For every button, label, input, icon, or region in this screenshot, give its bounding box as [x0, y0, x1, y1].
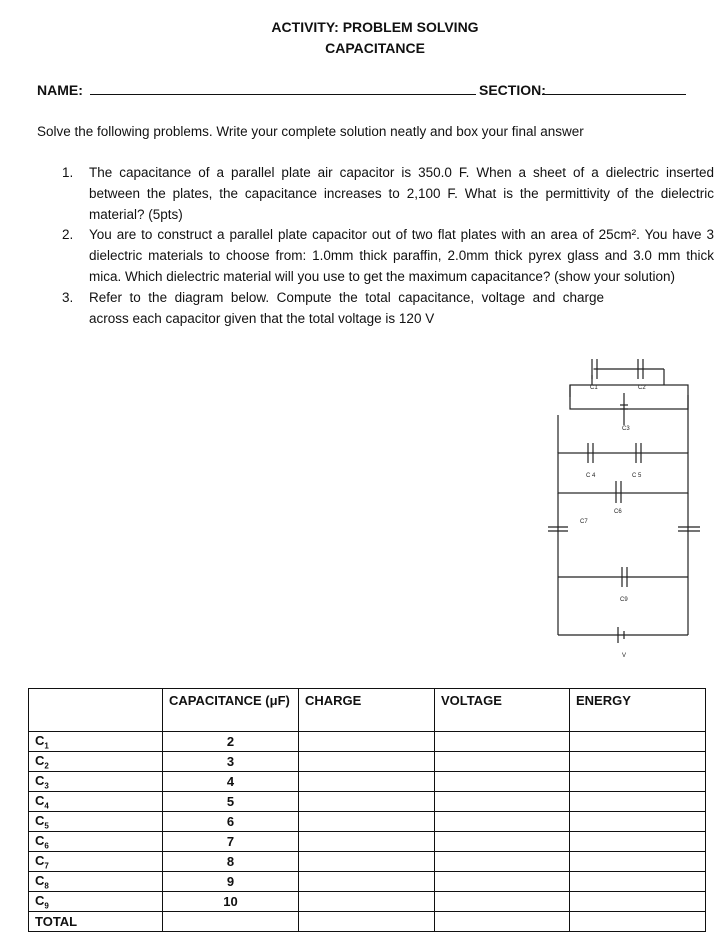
- problem-item: [62, 225, 714, 287]
- capacitor-label: $C_7$: [29, 852, 163, 872]
- total-row: [29, 912, 706, 932]
- capacitance-value: 9: [163, 872, 299, 892]
- label-v: V: [622, 653, 627, 659]
- table-row: [29, 892, 706, 912]
- capacitance-value: 3: [163, 752, 299, 772]
- section-label: SECTION:: [479, 82, 546, 98]
- voltage-cell[interactable]: [435, 732, 570, 752]
- instructions: Solve the following problems. Write your complete solution neatly and box your final answer: [37, 124, 584, 139]
- energy-cell[interactable]: [570, 752, 706, 772]
- capacitance-value: 2: [163, 732, 299, 752]
- total-voltage-cell[interactable]: [435, 912, 570, 932]
- capacitor-label: $C_6$: [29, 832, 163, 852]
- header-energy: ENERGY: [570, 689, 706, 732]
- table-header-row: [29, 689, 706, 732]
- name-field[interactable]: [90, 80, 476, 95]
- name-label: NAME:: [37, 82, 83, 98]
- problem-number: 1.: [62, 165, 74, 180]
- charge-cell[interactable]: [299, 752, 435, 772]
- voltage-cell[interactable]: [435, 752, 570, 772]
- table-row: [29, 812, 706, 832]
- energy-cell[interactable]: [570, 892, 706, 912]
- header-voltage: VOLTAGE: [435, 689, 570, 732]
- voltage-cell[interactable]: [435, 852, 570, 872]
- header-charge: CHARGE: [299, 689, 435, 732]
- label-c4: C 4: [586, 473, 596, 479]
- energy-cell[interactable]: [570, 832, 706, 852]
- energy-cell[interactable]: [570, 732, 706, 752]
- table-row: [29, 752, 706, 772]
- table-row: [29, 832, 706, 852]
- charge-cell[interactable]: [299, 812, 435, 832]
- problem-number: 2.: [62, 227, 74, 243]
- voltage-cell[interactable]: [435, 892, 570, 912]
- charge-cell[interactable]: [299, 832, 435, 852]
- capacitor-label: $C_5$: [29, 812, 163, 832]
- label-c6: C6: [614, 509, 622, 515]
- circuit-diagram: [540, 345, 716, 665]
- total-energy-cell[interactable]: [570, 912, 706, 932]
- label-c9: C9: [620, 597, 628, 603]
- label-c2: C2: [638, 385, 646, 391]
- label-c7: C7: [580, 519, 588, 525]
- problem-item: [62, 288, 714, 330]
- capacitor-label: $C_8$: [29, 872, 163, 892]
- capacitance-value: 6: [163, 812, 299, 832]
- activity-title: ACTIVITY: PROBLEM SOLVING: [271, 19, 479, 35]
- problem-text: You are to construct a parallel plate capacitor out of two flat plates with an area of 25cm². You have 3 dielectric materials to choose from: 1.0mm thick paraffin, 2.0mm thick pyrex glass and 3.0 mm thick mica. Which dielectric material will you use to get the maximum capacitance? (show your solution): [89, 227, 714, 284]
- table-row: [29, 772, 706, 792]
- voltage-cell[interactable]: [435, 872, 570, 892]
- voltage-cell[interactable]: [435, 772, 570, 792]
- label-c5: C 5: [632, 473, 642, 479]
- header-blank: [29, 689, 163, 732]
- problem-item: [62, 163, 714, 225]
- voltage-cell[interactable]: [435, 792, 570, 812]
- charge-cell[interactable]: [299, 872, 435, 892]
- label-c3: C3: [622, 426, 630, 432]
- capacitance-value: 10: [163, 892, 299, 912]
- capacitance-value: 8: [163, 852, 299, 872]
- problem-text: Refer to the diagram below. Compute the total capacitance, voltage and charge across each capacitor given that the total voltage is 120 V: [89, 289, 604, 326]
- capacitor-label: $C_9$: [29, 892, 163, 912]
- table-row: [29, 852, 706, 872]
- total-label: TOTAL: [29, 912, 163, 932]
- section-field[interactable]: [542, 80, 686, 95]
- problem-number: 3.: [62, 289, 74, 305]
- total-capacitance-cell[interactable]: [163, 912, 299, 932]
- capacitance-value: 7: [163, 832, 299, 852]
- label-c1: C1: [590, 385, 598, 391]
- header-capacitance: CAPACITANCE (μF): [163, 689, 299, 732]
- charge-cell[interactable]: [299, 732, 435, 752]
- charge-cell[interactable]: [299, 792, 435, 812]
- answer-table: [28, 688, 706, 932]
- energy-cell[interactable]: [570, 772, 706, 792]
- problem-list: [62, 163, 714, 329]
- capacitance-value: 5: [163, 792, 299, 812]
- total-charge-cell[interactable]: [299, 912, 435, 932]
- charge-cell[interactable]: [299, 852, 435, 872]
- charge-cell[interactable]: [299, 772, 435, 792]
- table-row: [29, 792, 706, 812]
- table-row: [29, 732, 706, 752]
- energy-cell[interactable]: [570, 792, 706, 812]
- energy-cell[interactable]: [570, 812, 706, 832]
- activity-subtitle: CAPACITANCE: [325, 40, 425, 56]
- capacitor-label: $C_4$: [29, 792, 163, 812]
- table-row: [29, 872, 706, 892]
- voltage-cell[interactable]: [435, 832, 570, 852]
- capacitor-label: $C_3$: [29, 772, 163, 792]
- charge-cell[interactable]: [299, 892, 435, 912]
- capacitor-label: $C_1$: [29, 732, 163, 752]
- capacitor-label: $C_2$: [29, 752, 163, 772]
- energy-cell[interactable]: [570, 852, 706, 872]
- voltage-cell[interactable]: [435, 812, 570, 832]
- energy-cell[interactable]: [570, 872, 706, 892]
- capacitance-value: 4: [163, 772, 299, 792]
- problem-text: The capacitance of a parallel plate air capacitor is 350.0 F. When a sheet of a dielectric inserted between the plates, the capacitance increases to 2,100 F. What is the permittivity of the dielectric material? (5pts): [89, 165, 714, 222]
